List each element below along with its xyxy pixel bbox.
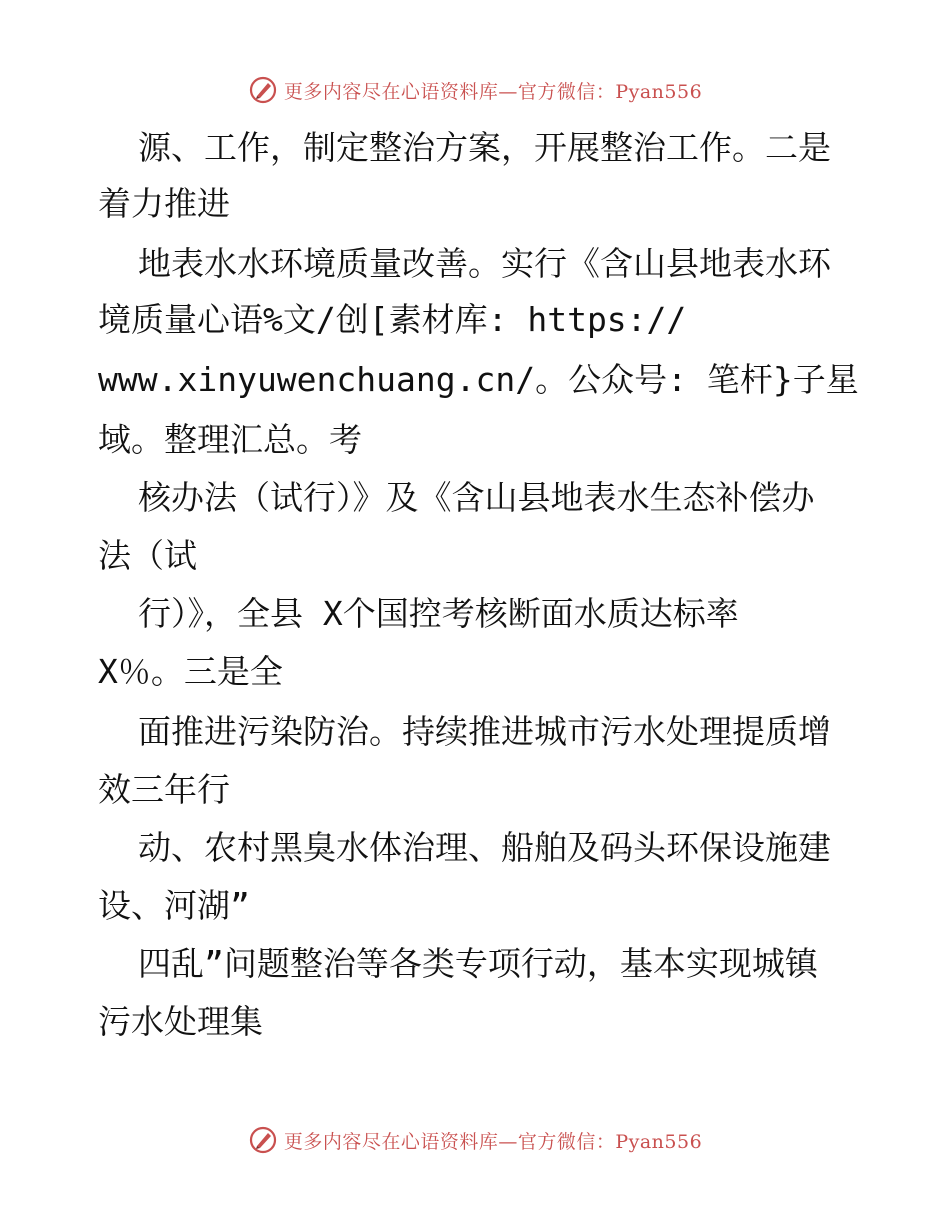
text-line: X％。三是全 (98, 652, 283, 691)
footer-watermark (248, 1125, 702, 1155)
text-line: 境质量心语%文/创[素材库: https:// (98, 300, 687, 339)
header-watermark-banner (0, 70, 950, 110)
header-watermark-text: 更多内容尽在心语资料库—官方微信：Pyan556 (283, 80, 703, 103)
footer-watermark-banner (0, 1120, 950, 1160)
header-watermark (248, 75, 702, 105)
text-line: 法（试 (98, 536, 197, 575)
footer-watermark-text: 更多内容尽在心语资料库—官方微信：Pyan556 (283, 1130, 703, 1153)
text-line: 地表水水环境质量改善。实行《含山县地表水环 (138, 244, 831, 283)
text-line: 污水处理集 (98, 1002, 263, 1041)
text-line: 核办法（试行）》及《含山县地表水生态补偿办 (138, 478, 815, 517)
text-line: 四乱”问题整治等各类专项行动，基本实现城镇 (138, 944, 818, 983)
pen-logo-icon (248, 1125, 278, 1155)
text-line: 着力推进 (98, 184, 230, 223)
pen-logo-icon (248, 75, 278, 105)
text-line: 效三年行 (98, 770, 230, 809)
text-line: 动、农村黑臭水体治理、船舶及码头环保设施建 (138, 828, 831, 867)
text-line: 行）》，全县 X个国控考核断面水质达标率 (138, 594, 739, 633)
text-line: 源、工作，制定整治方案，开展整治工作。二是 (138, 128, 831, 167)
text-line: 面推进污染防治。持续推进城市污水处理提质增 (138, 712, 831, 751)
text-line: 域。整理汇总。考 (98, 420, 362, 459)
text-line: 设、河湖” (98, 886, 250, 925)
text-line: www.xinyuwenchuang.cn/。公众号: 笔杆}子星 (98, 360, 859, 399)
